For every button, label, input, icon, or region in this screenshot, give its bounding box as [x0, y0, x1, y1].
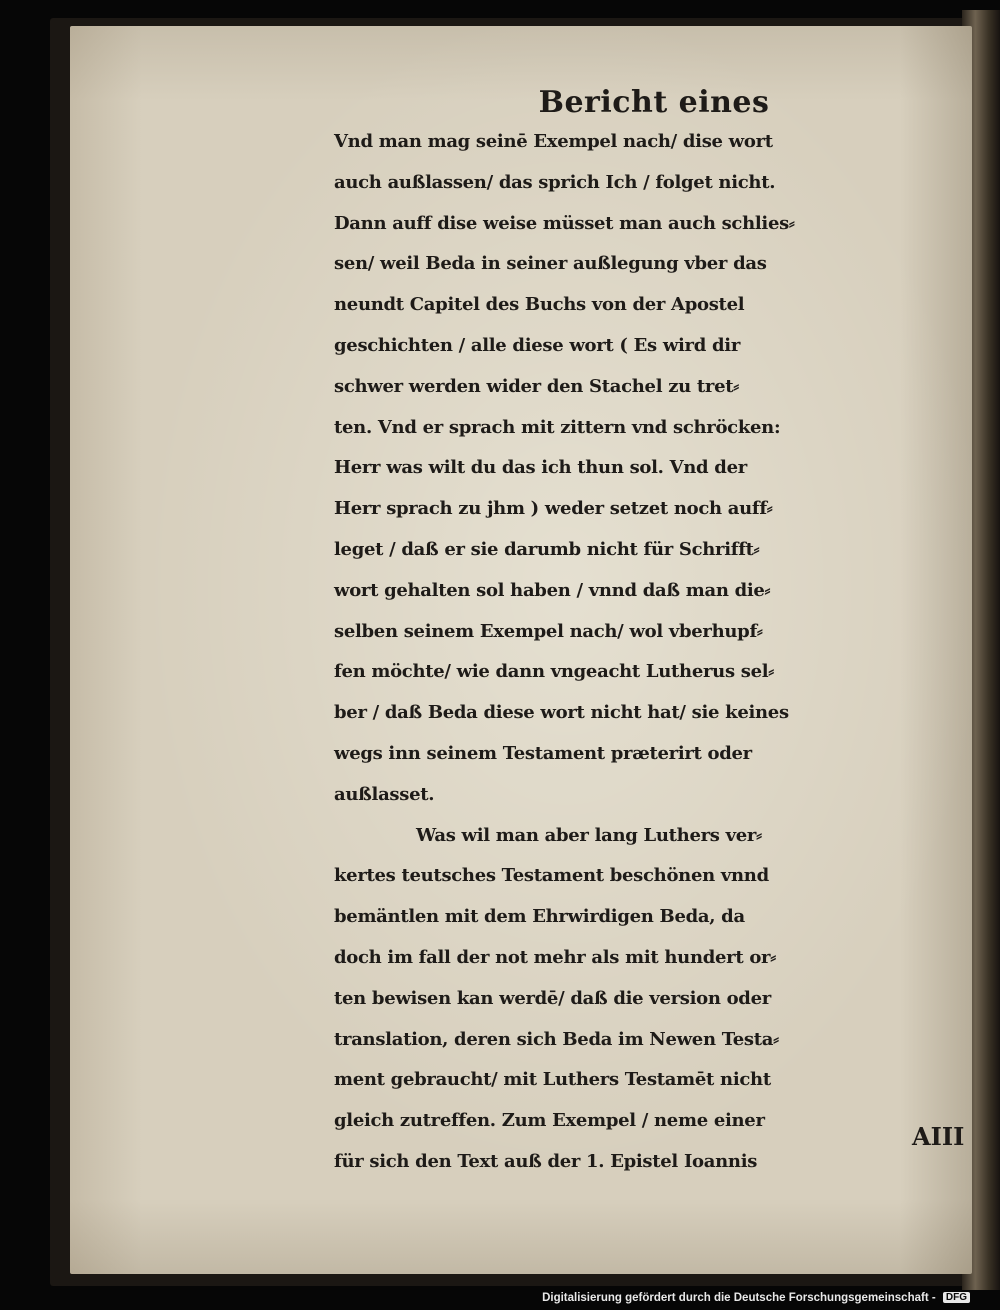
- text-line: translation, deren sich Beda im Newen Testa⸗: [334, 1028, 779, 1050]
- text-line: wort gehalten sol haben / vnnd daß man die⸗: [334, 579, 771, 601]
- text-line: für sich den Text auß der 1. Epistel Ioannis: [334, 1150, 758, 1172]
- text-line: Dann auff dise weise müsset man auch schlies⸗: [334, 212, 795, 234]
- text-line: geschichten / alle diese wort ( Es wird dir: [334, 334, 740, 356]
- text-line: ten bewisen kan werdē/ daß die version oder: [334, 987, 771, 1009]
- text-line: schwer werden wider den Stachel zu tret⸗: [334, 375, 739, 397]
- credit-text: Digitalisierung gefördert durch die Deutsche Forschungsgemeinschaft -: [542, 1292, 936, 1304]
- running-head: Bericht eines: [538, 85, 770, 120]
- text-line: auch außlassen/ das sprich Ich / folget nicht.: [334, 171, 776, 193]
- text-line: außlasset.: [334, 783, 435, 805]
- text-line: kertes teutsches Testament beschönen vnnd: [334, 865, 769, 887]
- text-line: Was wil man aber lang Luthers ver⸗: [416, 824, 762, 846]
- text-line: leget / daß er sie darumb nicht für Schrifft⸗: [334, 538, 760, 560]
- digitization-credit: [542, 1292, 970, 1304]
- text-line: Vnd man mag seinē Exempel nach/ dise wort: [334, 131, 773, 152]
- text-line: selben seinem Exempel nach/ wol vberhupf⸗: [334, 620, 763, 642]
- text-line: bemäntlen mit dem Ehrwirdigen Beda, da: [334, 906, 745, 928]
- text-line: ment gebraucht/ mit Luthers Testamēt nicht: [334, 1069, 771, 1091]
- text-line: fen möchte/ wie dann vngeacht Lutherus sel⸗: [334, 661, 774, 683]
- text-line: doch im fall der not mehr als mit hundert or⸗: [334, 946, 776, 968]
- text-line: gleich zutreffen. Zum Exempel / neme einer: [334, 1110, 765, 1132]
- text-line: neundt Capitel des Buchs von der Apostel: [334, 294, 745, 316]
- text-line: ten. Vnd er sprach mit zittern vnd schröcken:: [334, 416, 781, 438]
- signature-mark: AIII: [912, 1122, 965, 1151]
- text-line: ber / daß Beda diese wort nicht hat/ sie keines: [334, 702, 789, 724]
- text-line: Herr sprach zu jhm ) weder setzet noch auff⸗: [334, 498, 773, 520]
- text-line: wegs inn seinem Testament præterirt oder: [334, 742, 752, 764]
- text-line: sen/ weil Beda in seiner außlegung vber das: [334, 253, 767, 275]
- text-lines: [334, 122, 974, 1183]
- text-line: Herr was wilt du das ich thun sol. Vnd der: [334, 457, 747, 479]
- text-block: [334, 84, 974, 1183]
- dfg-logo: DFG: [943, 1292, 970, 1303]
